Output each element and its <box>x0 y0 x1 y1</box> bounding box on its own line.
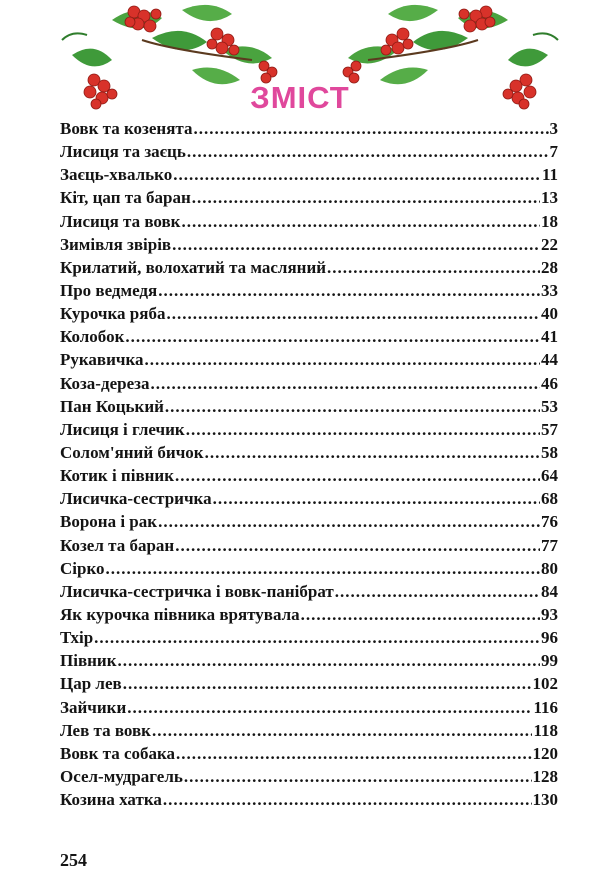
toc-dot-leader <box>175 534 540 557</box>
toc-entry-title: Тхір <box>60 628 94 648</box>
toc-entry-title: Вовк та козенята <box>60 119 193 138</box>
toc-dot-leader <box>186 418 540 441</box>
toc-entry-page: 22 <box>541 234 558 254</box>
leaf-decoration <box>348 5 558 84</box>
toc-entry-page: 96 <box>541 628 558 648</box>
toc-entry-title: Як курочка півника врятувала <box>60 604 300 624</box>
page-number: 254 <box>60 850 87 870</box>
toc-entry-page: 3 <box>549 119 558 138</box>
toc-entry-page: 57 <box>541 419 558 439</box>
toc-entry-page: 68 <box>541 489 558 509</box>
table-of-contents <box>60 117 558 811</box>
toc-dot-leader <box>125 325 540 348</box>
toc-dot-leader <box>175 464 540 487</box>
toc-entry-title: Півник <box>60 651 117 671</box>
toc-entry <box>60 765 558 788</box>
toc-entry <box>60 233 558 256</box>
toc-entry <box>60 210 558 233</box>
toc-dot-leader <box>118 649 540 672</box>
toc-dot-leader <box>158 279 540 302</box>
toc-dot-leader <box>176 742 531 765</box>
toc-entry <box>60 395 558 418</box>
toc-entry-title: Зайчики <box>60 697 127 717</box>
toc-entry-page: 130 <box>532 790 558 810</box>
toc-entry-title: Зимівля звірів <box>60 234 172 254</box>
toc-entry-page: 18 <box>541 211 558 231</box>
toc-entry-title: Кіт, цап та баран <box>60 188 191 208</box>
toc-dot-leader <box>94 626 540 649</box>
toc-dot-leader <box>123 672 532 695</box>
toc-entry <box>60 672 558 695</box>
toc-entry <box>60 372 558 395</box>
toc-entry-title: Осел-мудрагель <box>60 766 183 786</box>
toc-entry-page: 28 <box>541 257 558 277</box>
toc-entry-page: 58 <box>541 442 558 462</box>
toc-entry-title: Про ведмедя <box>60 280 158 300</box>
toc-dot-leader <box>173 163 541 186</box>
toc-entry <box>60 256 558 279</box>
toc-entry-page: 120 <box>532 743 558 763</box>
toc-entry <box>60 186 558 209</box>
toc-entry-title: Крилатий, волохатий та масляний <box>60 257 327 277</box>
toc-entry <box>60 557 558 580</box>
toc-entry-title: Курочка ряба <box>60 304 166 324</box>
toc-dot-leader <box>327 256 540 279</box>
toc-entry-page: 116 <box>533 697 558 717</box>
toc-entry-title: Цар лев <box>60 674 122 694</box>
toc-dot-leader <box>150 372 540 395</box>
toc-dot-leader <box>127 696 532 719</box>
toc-entry-page: 93 <box>541 604 558 624</box>
toc-entry-title: Лисиця та заєць <box>60 142 186 162</box>
page-title: ЗМІСТ <box>250 80 350 115</box>
leaf-decoration <box>62 5 272 84</box>
toc-entry-title: Козел та баран <box>60 535 175 555</box>
toc-entry-title: Пан Коцький <box>60 396 164 416</box>
toc-dot-leader <box>335 580 540 603</box>
toc-entry <box>60 649 558 672</box>
toc-entry-page: 77 <box>541 535 558 555</box>
toc-dot-leader <box>187 140 549 163</box>
toc-entry <box>60 719 558 742</box>
toc-entry-title: Солом'яний бичок <box>60 442 204 462</box>
toc-entry <box>60 140 558 163</box>
toc-entry <box>60 580 558 603</box>
toc-entry <box>60 279 558 302</box>
toc-dot-leader <box>301 603 540 626</box>
toc-entry <box>60 163 558 186</box>
toc-dot-leader <box>106 557 540 580</box>
toc-entry-page: 13 <box>541 188 558 208</box>
toc-entry-title: Лев та вовк <box>60 720 151 740</box>
toc-entry <box>60 788 558 811</box>
toc-entry-title: Козина хатка <box>60 790 162 810</box>
toc-entry-title: Лисичка-сестричка і вовк-панібрат <box>60 581 334 601</box>
toc-dot-leader <box>172 233 540 256</box>
toc-dot-leader <box>165 395 540 418</box>
toc-entry-page: 80 <box>541 558 558 578</box>
toc-entry-title: Лисиця і глечик <box>60 419 185 439</box>
toc-entry <box>60 418 558 441</box>
toc-dot-leader <box>166 302 540 325</box>
toc-entry-page: 41 <box>541 327 558 347</box>
toc-entry-page: 128 <box>532 766 558 786</box>
toc-entry-title: Заєць-хвалько <box>60 165 173 185</box>
toc-dot-leader <box>184 765 532 788</box>
toc-entry-title: Вовк та собака <box>60 743 176 763</box>
toc-entry-page: 7 <box>549 142 558 162</box>
toc-entry <box>60 325 558 348</box>
toc-dot-leader <box>163 788 532 811</box>
toc-entry-title: Лисичка-сестричка <box>60 489 212 509</box>
toc-entry-page: 33 <box>541 280 558 300</box>
toc-entry <box>60 603 558 626</box>
toc-entry-page: 11 <box>541 165 558 185</box>
toc-entry-page: 46 <box>541 373 558 393</box>
toc-entry-title: Лисиця та вовк <box>60 211 181 231</box>
toc-entry-page: 76 <box>541 512 558 532</box>
toc-dot-leader <box>158 510 540 533</box>
toc-entry-page: 99 <box>541 651 558 671</box>
toc-entry <box>60 742 558 765</box>
toc-entry <box>60 626 558 649</box>
toc-dot-leader <box>192 186 540 209</box>
toc-entry-page: 53 <box>541 396 558 416</box>
toc-entry-page: 40 <box>541 304 558 324</box>
toc-entry-page: 118 <box>533 720 558 740</box>
toc-dot-leader <box>181 210 540 233</box>
toc-dot-leader <box>145 348 540 371</box>
toc-entry <box>60 510 558 533</box>
toc-entry-page: 64 <box>541 466 558 486</box>
toc-entry <box>60 696 558 719</box>
toc-dot-leader <box>205 441 540 464</box>
toc-entry-title: Котик і півник <box>60 466 175 486</box>
toc-entry-page: 44 <box>541 350 558 370</box>
toc-entry <box>60 302 558 325</box>
toc-entry-title: Колобок <box>60 327 125 347</box>
toc-entry <box>60 464 558 487</box>
toc-entry <box>60 487 558 510</box>
toc-entry <box>60 534 558 557</box>
toc-entry <box>60 441 558 464</box>
toc-entry-title: Сірко <box>60 558 105 578</box>
toc-entry-title: Рукавичка <box>60 350 144 370</box>
toc-dot-leader <box>213 487 540 510</box>
toc-entry-title: Коза-дереза <box>60 373 150 393</box>
toc-entry <box>60 117 558 140</box>
toc-dot-leader <box>193 117 548 140</box>
toc-entry-page: 84 <box>541 581 558 601</box>
toc-entry-page: 102 <box>532 674 558 694</box>
toc-entry <box>60 348 558 371</box>
toc-dot-leader <box>152 719 532 742</box>
toc-entry-title: Ворона і рак <box>60 512 158 532</box>
